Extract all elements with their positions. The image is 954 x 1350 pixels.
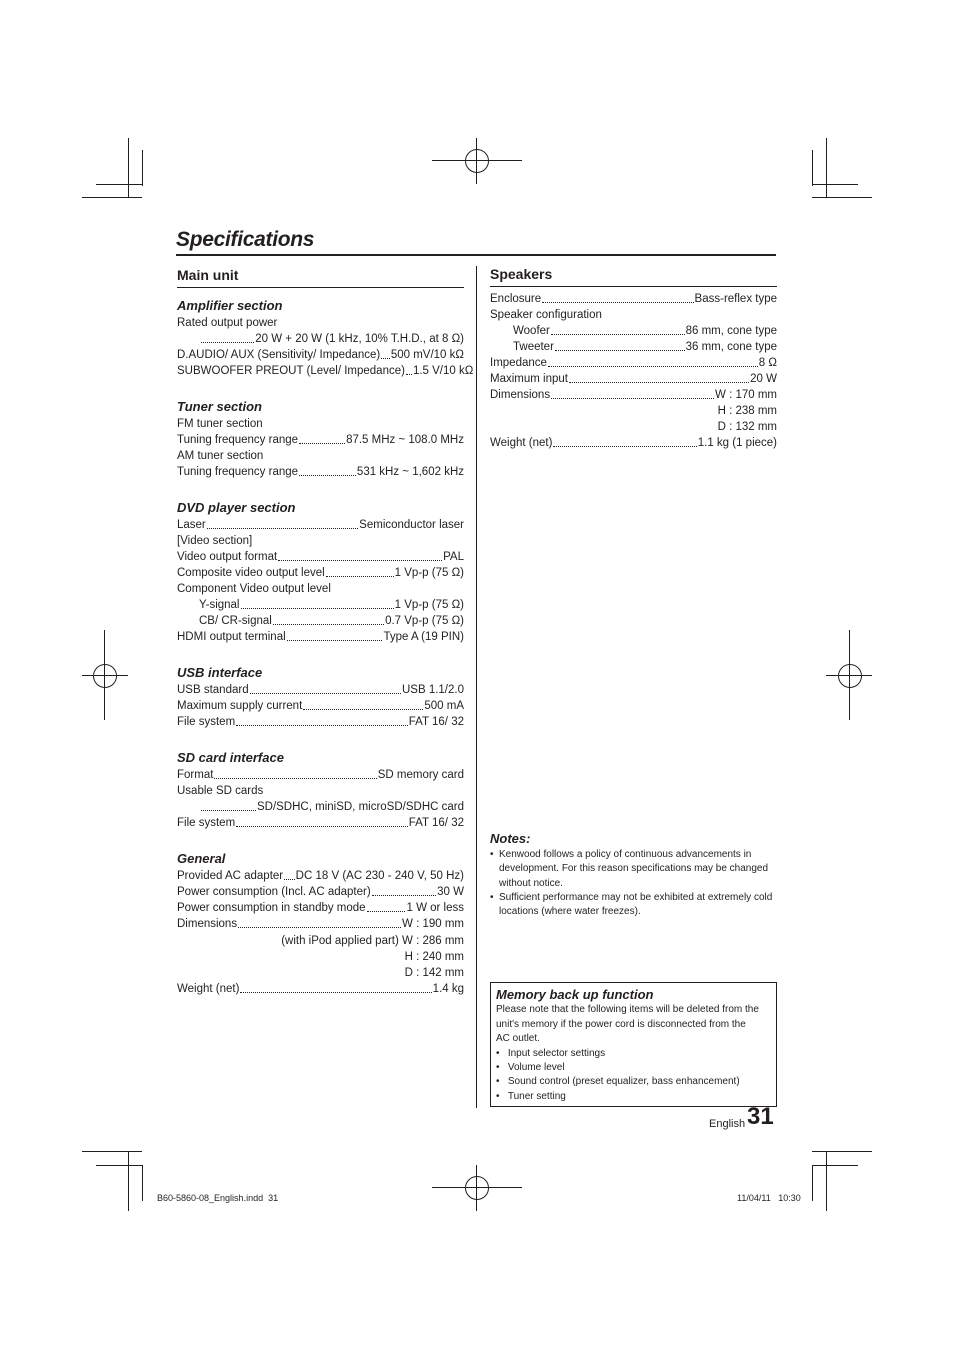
column-divider: [476, 266, 477, 1108]
spec-dimensions-ipod: (with iPod applied part) W : 286 mm: [281, 935, 464, 947]
spec-rated-output-value: 20 W + 20 W (1 kHz, 10% T.H.D., at 8 Ω): [200, 331, 464, 347]
dvd-heading: DVD player section: [177, 500, 296, 515]
main-unit-heading: Main unit: [177, 267, 239, 283]
spec-speaker-dimensions-d: D : 132 mm: [717, 421, 777, 433]
spec-usb-standard: USB standard USB 1.1/2.0: [177, 684, 464, 696]
spec-woofer: Woofer 86 mm, cone type: [513, 325, 777, 337]
spec-dimensions: Dimensions W : 190 mm: [177, 918, 464, 930]
date-info: 11/04/11 10:30: [737, 1193, 801, 1203]
spec-composite-output: Composite video output level 1 Vp-p (75 Ω): [177, 567, 464, 579]
usb-heading: USB interface: [177, 665, 263, 680]
memory-backup-box: [490, 982, 777, 1107]
memory-list-item: • Volume level: [496, 1062, 565, 1073]
notes-heading: Notes:: [490, 831, 531, 846]
memory-text-line: Please note that the following items will be deleted from the: [496, 1004, 759, 1015]
spec-maximum-input: Maximum input 20 W: [490, 373, 777, 385]
speakers-rule: [490, 286, 777, 287]
spec-usb-current: Maximum supply current 500 mA: [177, 700, 464, 712]
memory-backup-heading: Memory back up function: [496, 987, 654, 1002]
memory-text-line: unit's memory if the power cord is disconnected from the: [496, 1019, 746, 1030]
memory-list-item: • Input selector settings: [496, 1048, 606, 1059]
spec-fm-tuner: FM tuner section: [177, 418, 263, 430]
spec-sd-usable-value: SD/SDHC, miniSD, microSD/SDHC card: [200, 799, 464, 815]
spec-power-consumption: Power consumption (Incl. AC adapter) 30 W: [177, 886, 464, 898]
spec-dimensions-d: D : 142 mm: [404, 967, 464, 979]
spec-video-section: [Video section]: [177, 535, 253, 547]
spec-impedance: Impedance 8 Ω: [490, 357, 777, 369]
general-heading: General: [177, 851, 226, 866]
page-number: 31: [747, 1103, 774, 1130]
spec-weight: Weight (net) 1.4 kg: [177, 983, 464, 995]
spec-sd-format: Format SD memory card: [177, 769, 464, 781]
spec-enclosure: Enclosure Bass-reflex type: [490, 293, 777, 305]
spec-daudio-aux: D.AUDIO/ AUX (Sensitivity/ Impedance) 500 mV/10 kΩ: [177, 349, 464, 361]
memory-list-item: • Sound control (preset equalizer, bass enhancement): [496, 1076, 740, 1087]
spec-am-tuner: AM tuner section: [177, 450, 264, 462]
spec-y-signal: Y-signal 1 Vp-p (75 Ω): [199, 599, 464, 611]
spec-laser: Laser Semiconductor laser: [177, 519, 464, 531]
spec-component-output: Component Video output level: [177, 583, 331, 595]
amplifier-heading: Amplifier section: [177, 298, 283, 313]
spec-sd-file-system: File system FAT 16/ 32: [177, 817, 464, 829]
spec-speaker-config: Speaker configuration: [490, 309, 602, 321]
sd-heading: SD card interface: [177, 750, 284, 765]
spec-cb-cr-signal: CB/ CR-signal 0.7 Vp-p (75 Ω): [199, 615, 464, 627]
file-info: B60-5860-08_English.indd 31: [157, 1193, 279, 1203]
spec-tweeter: Tweeter 36 mm, cone type: [513, 341, 777, 353]
spec-am-range: Tuning frequency range 531 kHz ~ 1,602 kHz: [177, 466, 464, 478]
title-rule: [176, 254, 776, 256]
spec-power-standby: Power consumption in standby mode 1 W or less: [177, 902, 464, 914]
spec-video-output-format: Video output format PAL: [177, 551, 464, 563]
spec-ac-adapter: Provided AC adapter DC 18 V (AC 230 - 240 V, 50 Hz): [177, 870, 464, 882]
spec-fm-range: Tuning frequency range 87.5 MHz ~ 108.0 MHz: [177, 434, 464, 446]
memory-list-item: • Tuner setting: [496, 1091, 566, 1102]
spec-subwoofer-preout: SUBWOOFER PREOUT (Level/ Impedance) 1.5 V/10 kΩ: [177, 365, 474, 377]
spec-rated-output-label: Rated output power: [177, 317, 278, 329]
spec-hdmi-terminal: HDMI output terminal Type A (19 PIN): [177, 631, 464, 643]
memory-text-line: AC outlet.: [496, 1033, 540, 1044]
spec-sd-usable-label: Usable SD cards: [177, 785, 264, 797]
page-title: Specifications: [176, 228, 315, 251]
spec-speaker-weight: Weight (net) 1.1 kg (1 piece): [490, 437, 777, 449]
speakers-heading: Speakers: [490, 266, 553, 282]
main-unit-rule: [177, 287, 464, 288]
tuner-heading: Tuner section: [177, 399, 263, 414]
spec-speaker-dimensions: Dimensions W : 170 mm: [490, 389, 777, 401]
spec-usb-file-system: File system FAT 16/ 32: [177, 716, 464, 728]
spec-speaker-dimensions-h: H : 238 mm: [717, 405, 777, 417]
spec-dimensions-h: H : 240 mm: [404, 951, 464, 963]
page-language: English: [709, 1118, 746, 1130]
